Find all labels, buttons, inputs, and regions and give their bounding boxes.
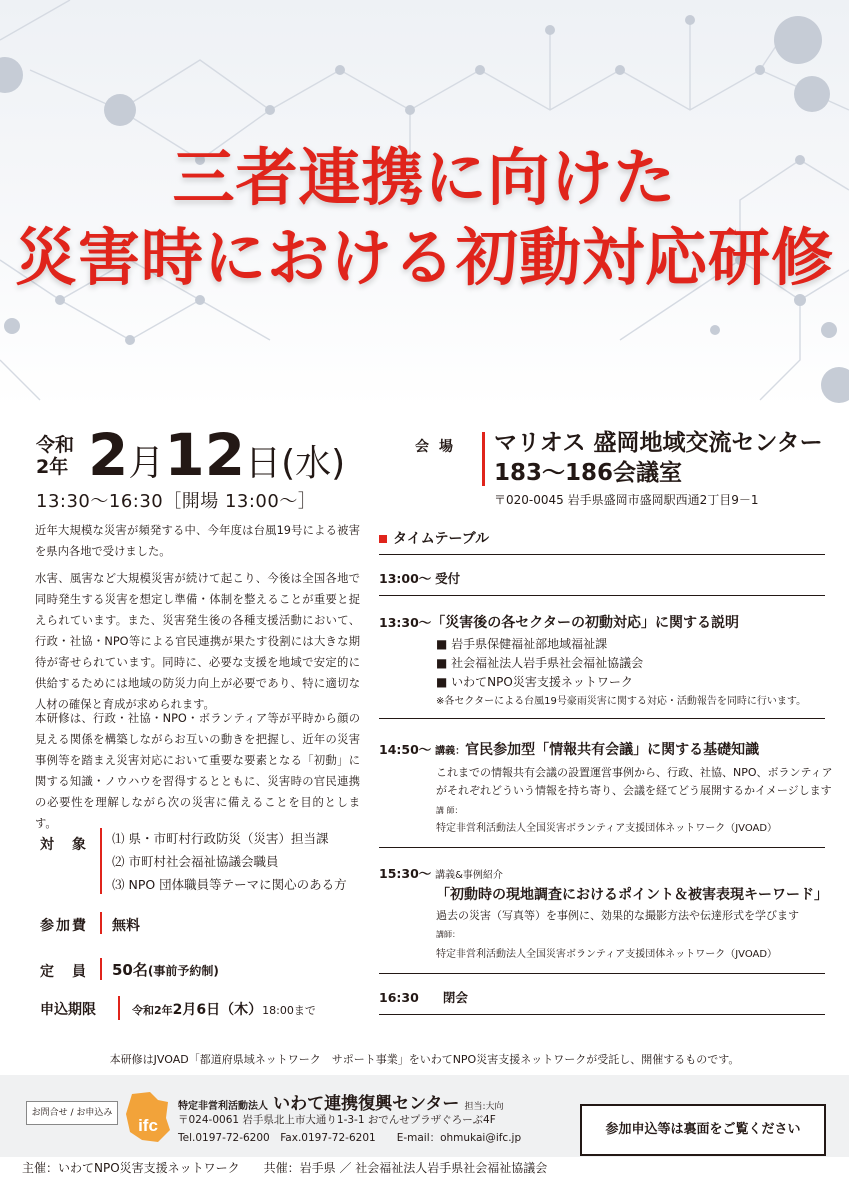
organizers-line: 主催：いわてNPO災害支援ネットワーク 共催：岩手県 ／ 社会福祉法人岩手県社会福祉協議会 bbox=[22, 1161, 548, 1175]
lecturer-label: 講師： bbox=[436, 930, 460, 939]
contact-label: お問合せ / お申込み bbox=[26, 1101, 118, 1125]
venue-name: マリオス 盛岡地域交流センター bbox=[494, 430, 823, 456]
target-item: ⑶ NPO 団体職員等テーマに関心のある方 bbox=[112, 877, 347, 892]
session-description: がそれぞれどういう情報を持ち寄り、会議を経てどう展開するかイメージします bbox=[436, 784, 832, 797]
organization-address: 〒024-0061 岩手県北上市大通り1-3-1 おでんせプラザぐろーぶ4F bbox=[178, 1114, 496, 1126]
lecturer-name: 特定非営利活動法人全国災害ボランティア支援団体ネットワーク（JVOAD） bbox=[436, 949, 778, 960]
list-item: ■ 社会福祉法人岩手県社会福祉協議会 bbox=[436, 656, 644, 670]
session-description: これまでの情報共有会議の設置運営事例から、行政、社協、NPO、ボランティア bbox=[436, 766, 833, 779]
fee-divider bbox=[100, 912, 102, 934]
session-1330-title: 13:30〜「災害後の各セクターの初動対応」に関する説明 bbox=[379, 615, 740, 631]
intro-paragraph: 本研修は、行政・社協・NPO・ボランティア等が平時から顔の見える関係を構築しながらお互いの動きを把握し、近年の災害事例等を踏まえ災害対応において重要な要素となる「初動」に関する知識・ノウハウを習得するとともに、災害時の官民連携の必要性を理解しながら次の災害に備えることを目的とします。 bbox=[35, 712, 360, 830]
session-close: 16:30 閉会 bbox=[379, 990, 468, 1005]
target-item: ⑵ 市町村社会福祉協議会職員 bbox=[112, 854, 279, 869]
list-item: ■ 岩手県保健福祉部地域福祉課 bbox=[436, 637, 608, 651]
venue-room: 183〜186会議室 bbox=[494, 460, 683, 486]
divider bbox=[379, 595, 825, 596]
session-reception: 13:00〜 受付 bbox=[379, 571, 461, 586]
capacity-label: 定 員 bbox=[40, 964, 88, 980]
event-date: 2月12日(水) bbox=[88, 421, 346, 489]
ifc-logo-icon: ifc bbox=[124, 1090, 172, 1144]
deadline-value: 令和2年2月6日（木）18:00まで bbox=[132, 1002, 316, 1018]
capacity-divider bbox=[100, 958, 102, 980]
venue-divider bbox=[482, 432, 485, 486]
date-era: 令和 2年 bbox=[36, 434, 75, 478]
main-title-line1: 三者連携に向けた bbox=[172, 141, 677, 214]
session-1530-title: 「初動時の現地調査におけるポイント＆被害表現キーワード」 bbox=[436, 887, 828, 903]
divider bbox=[379, 1014, 825, 1015]
divider bbox=[379, 718, 825, 719]
timetable-heading: タイムテーブル bbox=[379, 528, 489, 548]
fee-value: 無料 bbox=[112, 918, 140, 934]
lecturer-name: 特定非営利活動法人全国災害ボランティア支援団体ネットワーク（JVOAD） bbox=[436, 823, 778, 834]
event-time: 13:30〜16:30［開場 13:00〜］ bbox=[36, 491, 317, 512]
venue-label: 会場 bbox=[415, 439, 463, 455]
session-description: 過去の災害（写真等）を事例に、効果的な撮影方法や伝達形式を学びます bbox=[436, 909, 799, 922]
divider bbox=[379, 973, 825, 974]
session-1530-kind: 15:30〜 講義&事例紹介 bbox=[379, 866, 503, 881]
target-label: 対 象 bbox=[40, 837, 88, 853]
target-item: ⑴ 県・市町村行政防災（災害）担当課 bbox=[112, 831, 329, 846]
list-item: ■ いわてNPO災害支援ネットワーク bbox=[436, 675, 633, 689]
session-note: ※各セクターによる台風19号豪雨災害に関する対応・活動報告を同時に行います。 bbox=[436, 696, 807, 707]
target-divider bbox=[100, 828, 102, 894]
contact-info: Tel.0197-72-6200 Fax.0197-72-6201 E-mail：ohmukai@ifc.jp bbox=[178, 1132, 522, 1144]
lecturer-label: 講 師： bbox=[436, 806, 463, 815]
session-1450-title: 14:50〜 講義：官民参加型「情報共有会議」に関する基礎知識 bbox=[379, 742, 760, 758]
capacity-value: 50名(事前予約制) bbox=[112, 961, 219, 979]
apply-note: 参加申込等は裏面をご覧ください bbox=[580, 1104, 826, 1156]
intro-paragraph: 水害、風害など大規模災害が続けて起こり、今後は全国各地で同時発生する災害を想定し準備・体制を整えることが重要と捉えられています。また、災害発生後の各種支援活動において、行政・社協・NPO等による官民連携が果たす役割には大きな期待が寄せられています。同時に、必要な支援を地域で安定的に供給するためには地域の防災力向上が必要であり、特に適切な人材の確保と育成が求められます。 bbox=[35, 572, 360, 711]
sponsorship-note: 本研修はJVOAD「都道府県域ネットワーク サポート事業」をいわてNPO災害支援ネットワークが受託し、開催するものです。 bbox=[109, 1053, 740, 1066]
intro-paragraph: 近年大規模な災害が頻発する中、今年度は台風19号による被害を県内各地で受けました。 bbox=[35, 524, 360, 558]
fee-label: 参加費 bbox=[40, 918, 88, 934]
square-bullet-icon bbox=[379, 535, 387, 543]
organization-name: 特定非営利活動法人 いわて連携復興センター 担当:大向 bbox=[178, 1094, 504, 1114]
deadline-label: 申込期限 bbox=[40, 1002, 96, 1018]
main-title-line2: 災害時における初動対応研修 bbox=[14, 221, 834, 294]
venue-address: 〒020-0045 岩手県盛岡市盛岡駅西通2丁目9－1 bbox=[494, 493, 759, 507]
divider bbox=[379, 554, 825, 555]
deadline-divider bbox=[118, 996, 120, 1020]
divider bbox=[379, 847, 825, 848]
hero-banner bbox=[0, 0, 849, 408]
